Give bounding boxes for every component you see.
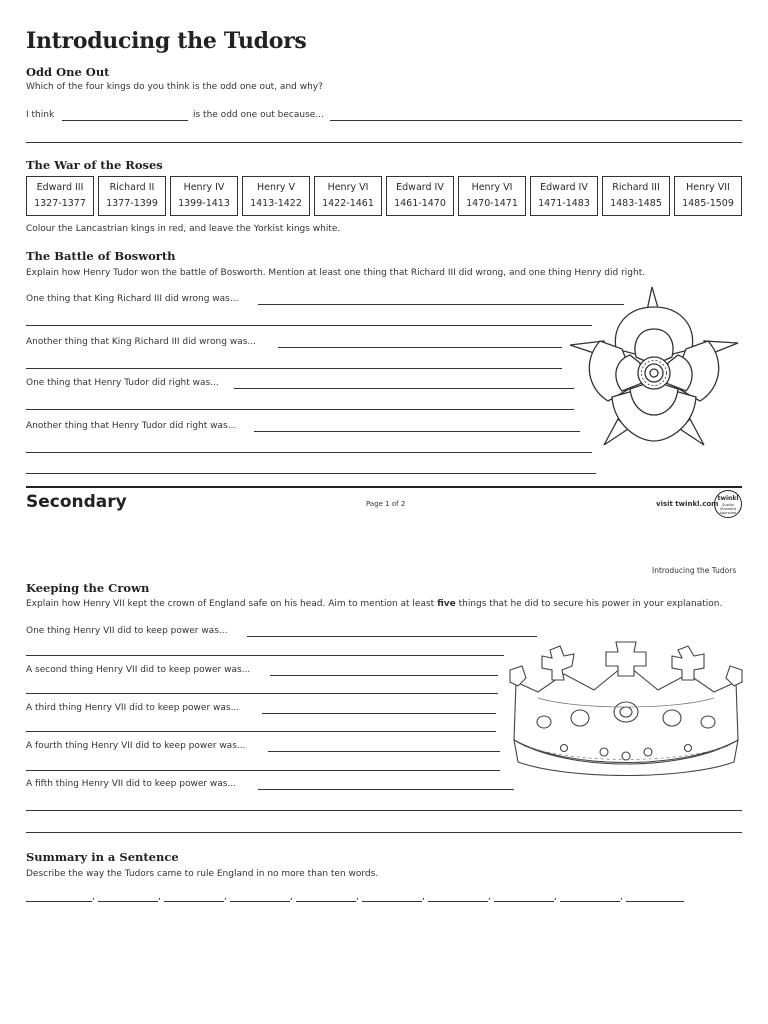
bosworth-heading: The Battle of Bosworth: [26, 249, 176, 263]
odd-one-out-prompt-mid: is the odd one out because...: [193, 110, 324, 120]
odd-one-out-answer-line-1[interactable]: [62, 120, 188, 121]
king-years: 1483-1485: [610, 198, 662, 209]
crown-answer-line[interactable]: [262, 713, 496, 714]
king-name: Henry V: [256, 182, 296, 193]
crown-instruction-after: things that he did to secure his power in your explanation.: [458, 599, 723, 609]
bosworth-answer-line[interactable]: [26, 473, 596, 474]
king-name: Henry VI: [327, 182, 369, 193]
crown-prompt-4: A fourth thing Henry VII did to keep power was...: [26, 741, 246, 751]
summary-word-blank-3[interactable]: [164, 901, 224, 902]
summary-word-blank-4[interactable]: [230, 901, 290, 902]
crown-answer-line[interactable]: [26, 655, 504, 656]
king-years: 1471-1483: [538, 198, 590, 209]
crown-answer-line[interactable]: [258, 789, 514, 790]
king-box-9[interactable]: [602, 176, 670, 216]
bosworth-instruction: Explain how Henry Tudor won the battle of Bosworth. Mention at least one thing that Richard III did wrong, and one thing Henry did right.: [26, 268, 646, 278]
bosworth-prompt-1: One thing that King Richard III did wrong was...: [26, 294, 239, 304]
summary-word-blank-5[interactable]: [296, 901, 356, 902]
summary-word-blank-9[interactable]: [560, 901, 620, 902]
crown-answer-line[interactable]: [270, 675, 498, 676]
odd-one-out-answer-line-2[interactable]: [330, 120, 742, 121]
summary-comma: ,: [620, 892, 623, 902]
summary-comma: ,: [422, 892, 425, 902]
odd-one-out-answer-line-3[interactable]: [26, 142, 742, 143]
badge-logo-text: twinkl: [717, 495, 739, 502]
king-name: Richard III: [612, 182, 660, 193]
king-box-10[interactable]: [674, 176, 742, 216]
king-years: 1327-1377: [34, 198, 86, 209]
summary-word-blank-6[interactable]: [362, 901, 422, 902]
summary-word-blank-7[interactable]: [428, 901, 488, 902]
summary-word-blank-2[interactable]: [98, 901, 158, 902]
king-name: Henry IV: [183, 182, 225, 193]
crown-answer-line[interactable]: [26, 770, 500, 771]
summary-instruction: Describe the way the Tudors came to rule England in no more than ten words.: [26, 869, 379, 879]
king-years: 1413-1422: [250, 198, 302, 209]
king-name: Richard II: [109, 182, 155, 193]
king-box-4[interactable]: [242, 176, 310, 216]
king-years: 1461-1470: [394, 198, 446, 209]
crown-prompt-5: A fifth thing Henry VII did to keep power was...: [26, 779, 237, 789]
bosworth-prompt-4: Another thing that Henry Tudor did right was...: [26, 421, 237, 431]
crown-instruction-before: Explain how Henry VII kept the crown of England safe on his head. Aim to mention at least: [26, 599, 435, 609]
page-number: Page 1 of 2: [366, 500, 406, 508]
king-name: Edward IV: [540, 182, 588, 193]
king-name: Henry VII: [686, 182, 730, 193]
crown-answer-line[interactable]: [26, 810, 742, 811]
odd-one-out-heading: Odd One Out: [26, 65, 110, 79]
crown-answer-line[interactable]: [26, 693, 498, 694]
war-of-roses-heading: The War of the Roses: [26, 158, 163, 172]
crown-answer-line[interactable]: [268, 751, 500, 752]
odd-one-out-question: Which of the four kings do you think is the odd one out, and why?: [26, 82, 323, 92]
tudor-rose-illustration: [568, 285, 740, 451]
king-box-7[interactable]: [458, 176, 526, 216]
bosworth-answer-line[interactable]: [278, 347, 562, 348]
crown-illustration: [508, 640, 744, 776]
summary-comma: ,: [290, 892, 293, 902]
king-years: 1399-1413: [178, 198, 230, 209]
king-years: 1470-1471: [466, 198, 518, 209]
crown-prompt-3: A third thing Henry VII did to keep power was...: [26, 703, 240, 713]
footer-rule: [26, 486, 742, 488]
badge-caption: Quality Standard Approved: [719, 503, 737, 515]
roses-instruction: Colour the Lancastrian kings in red, and leave the Yorkist kings white.: [26, 224, 341, 234]
summary-comma: ,: [356, 892, 359, 902]
bosworth-prompt-3: One thing that Henry Tudor did right was...: [26, 378, 219, 388]
king-box-6[interactable]: [386, 176, 454, 216]
summary-word-blank-1[interactable]: [26, 901, 92, 902]
king-name: Edward III: [36, 182, 84, 193]
summary-comma: ,: [554, 892, 557, 902]
bosworth-answer-line[interactable]: [26, 325, 592, 326]
crown-answer-line[interactable]: [26, 731, 496, 732]
summary-comma: ,: [488, 892, 491, 902]
crown-answer-line[interactable]: [247, 636, 537, 637]
crown-instruction: [26, 599, 722, 609]
summary-comma: ,: [158, 892, 161, 902]
summary-heading: Summary in a Sentence: [26, 850, 179, 864]
king-years: 1422-1461: [322, 198, 374, 209]
king-years: 1485-1509: [682, 198, 734, 209]
keeping-crown-heading: Keeping the Crown: [26, 581, 150, 595]
king-box-1[interactable]: [26, 176, 94, 216]
king-box-8[interactable]: [530, 176, 598, 216]
bosworth-answer-line[interactable]: [234, 388, 574, 389]
summary-comma: ,: [92, 892, 95, 902]
summary-word-blank-10[interactable]: [626, 901, 684, 902]
crown-prompt-1: One thing Henry VII did to keep power was...: [26, 626, 228, 636]
bosworth-answer-line[interactable]: [254, 431, 580, 432]
page-title: Introducing the Tudors: [26, 28, 307, 54]
bosworth-answer-line[interactable]: [26, 409, 574, 410]
crown-answer-line[interactable]: [26, 832, 742, 833]
running-title: Introducing the Tudors: [652, 566, 737, 575]
bosworth-answer-line[interactable]: [26, 368, 562, 369]
crown-prompt-2: A second thing Henry VII did to keep power was...: [26, 665, 251, 675]
quality-badge: [714, 490, 742, 518]
odd-one-out-prompt-start: I think: [26, 110, 55, 120]
bosworth-prompt-2: Another thing that King Richard III did wrong was...: [26, 337, 256, 347]
footer-brand: Secondary: [26, 492, 127, 512]
king-box-2[interactable]: [98, 176, 166, 216]
twinkl-link[interactable]: visit twinkl.com: [656, 500, 719, 508]
summary-comma: ,: [224, 892, 227, 902]
bosworth-answer-line[interactable]: [26, 452, 592, 453]
king-years: 1377-1399: [106, 198, 158, 209]
king-name: Edward IV: [396, 182, 444, 193]
crown-instruction-bold: five: [437, 599, 456, 609]
king-box-5[interactable]: [314, 176, 382, 216]
king-box-3[interactable]: [170, 176, 238, 216]
summary-word-blank-8[interactable]: [494, 901, 554, 902]
king-name: Henry VI: [471, 182, 513, 193]
